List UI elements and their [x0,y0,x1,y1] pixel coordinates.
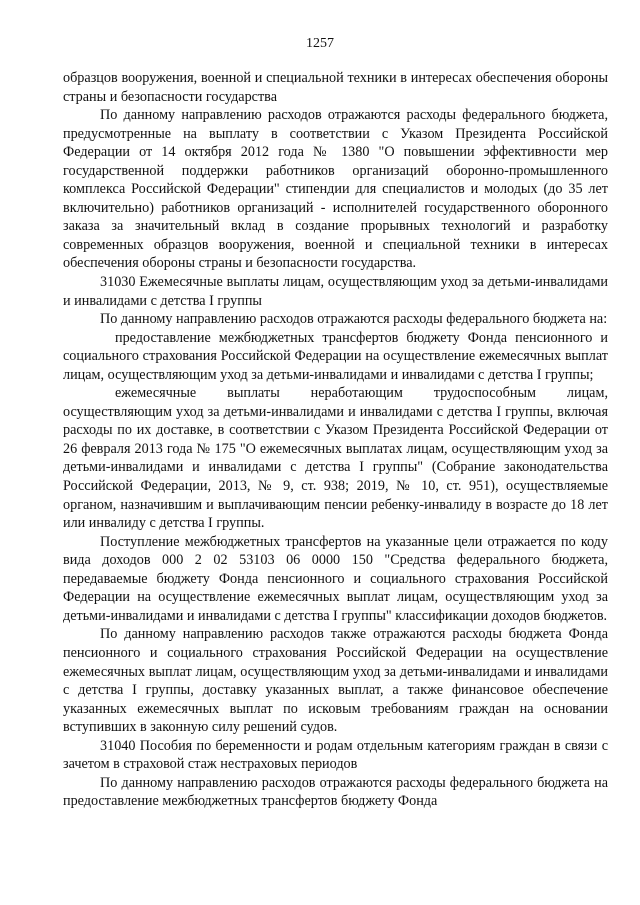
paragraph: ежемесячные выплаты неработающим трудоспособным лицам, осуществляющим уход за детьми-инвалидами и инвалидами с детства I группы, включая расходы по их доставке, в соответствии с Указом Президента Российской Федерации от 26 февраля 2013 года № 175 "О ежемесячных выплатах лицам, осуществляющим уход за детьми-инвалидами и инвалидами с детства I группы" (Собрание законодательства Российской Федерации, 2013, № 9, ст. 938; 2019, № 10, ст. 951), осуществляемые органом, назначившим и выплачивающим пенсии ребенку-инвалиду в возрасте до 18 лет или инвалиду с детства I группы. [63,385,608,532]
section-heading: 31040 Пособия по беременности и родам отдельным категориям граждан в связи с зачетом в страховой стаж нестраховых периодов [63,737,608,773]
paragraph: образцов вооружения, военной и специальной техники в интересах обеспечения обороны страны и безопасности государства [63,70,608,105]
paragraph: Поступление межбюджетных трансфертов на указанные цели отражается по коду вида доходов 000 2 02 53103 06 0000 150 "Средства федерального бюджета, передаваемые бюджету Фонда пенсионного и социального страхования Российской Федерации на осуществление ежемесячных выплат лицам, осуществляющим уход за детьми-инвалидами и инвалидами с детства I группы" классификации доходов бюджетов. [63,533,608,624]
paragraph: предоставление межбюджетных трансфертов бюджету Фонда пенсионного и социального страхования Российской Федерации на осуществление ежемесячных выплат лицам, осуществляющим уход за детьми-инвалидами и инвалидами с детства I группы; [63,329,608,383]
section-heading: 31030 Ежемесячные выплаты лицам, осуществляющим уход за детьми-инвалидами и инвалидами с детства I группы [63,274,608,309]
paragraph: По данному направлению расходов отражаются расходы федерального бюджета на: [100,311,608,328]
page-number: 1257 [306,36,334,51]
paragraph: По данному направлению расходов отражаются расходы федерального бюджета, предусмотренные на выплату в соответствии с Указом Президента Российской Федерации от 14 октября 2012 года № 1380 "О повышении эффективности мер государственной поддержки работников организаций оборонно-промышленного комплекса Российской Федерации" стипендии для специалистов и молодых (до 35 лет включительно) работников организаций - исполнителей государственного оборонного заказа за значительный вклад в создание прорывных технологий и разработку современных образцов вооружения, военной и специальной техники в интересах обеспечения обороны страны и безопасности государства. [63,107,608,272]
paragraph: По данному направлению расходов также отражаются расходы бюджета Фонда пенсионного и социального страхования Российской Федерации на осуществление ежемесячных выплат лицам, осуществляющим уход за детьми-инвалидами и инвалидами с детства I группы, доставку указанных выплат, а также финансовое обеспечение указанных ежемесячных выплат по исковым требованиям граждан на основании вступивших в законную силу решений судов. [63,626,608,736]
paragraph: По данному направлению расходов отражаются расходы федерального бюджета на предоставление межбюджетных трансфертов бюджету Фонда [63,774,608,810]
document-body [63,69,608,811]
